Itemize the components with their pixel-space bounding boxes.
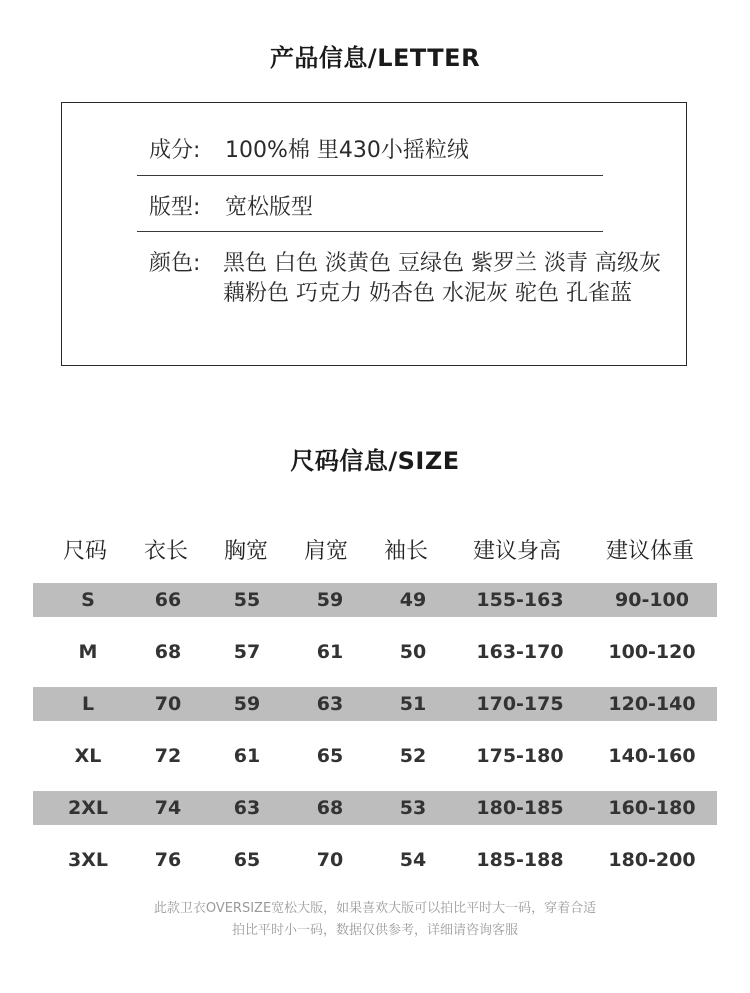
cell-length: 70	[154, 693, 182, 715]
size-table-header	[0, 534, 750, 564]
cell-weight: 120-140	[608, 693, 696, 715]
cell-sleeve: 50	[399, 641, 427, 663]
fit-value: 宽松版型	[225, 195, 314, 220]
cell-chest: 65	[233, 849, 261, 871]
divider	[137, 175, 603, 176]
cell-chest: 63	[233, 797, 261, 819]
cell-sleeve: 53	[399, 797, 427, 819]
header-chest: 胸宽	[223, 539, 269, 564]
cell-weight: 160-180	[608, 797, 696, 819]
cell-chest: 61	[233, 745, 261, 767]
cell-height: 180-185	[476, 797, 564, 819]
header-sleeve: 袖长	[383, 539, 429, 564]
cell-shoulder: 70	[316, 849, 344, 871]
cell-size: XL	[74, 745, 102, 767]
cell-size: S	[81, 589, 95, 611]
table-row	[33, 687, 717, 721]
header-size: 尺码	[62, 539, 108, 564]
cell-shoulder: 68	[316, 797, 344, 819]
cell-size: M	[78, 641, 98, 663]
cell-length: 74	[154, 797, 182, 819]
colors-value: 黑色 白色 淡黄色 豆绿色 紫罗兰 淡青 高级灰 藕粉色 巧克力 奶杏色 水泥灰 驼色 孔雀蓝	[223, 251, 661, 306]
divider	[137, 231, 603, 232]
cell-shoulder: 65	[316, 745, 344, 767]
cell-sleeve: 49	[399, 589, 427, 611]
size-note-line-1: 此款卫衣OVERSIZE宽松大版，如果喜欢大版可以拍比平时大一码，穿着合适	[153, 901, 597, 916]
table-row	[33, 739, 717, 773]
header-height: 建议身高	[472, 539, 562, 564]
cell-height: 175-180	[476, 745, 564, 767]
size-note-line-2: 拍比平时小一码，数据仅供参考，详细请咨询客服	[231, 923, 518, 938]
cell-weight: 90-100	[615, 589, 689, 611]
header-shoulder: 肩宽	[303, 539, 349, 564]
cell-shoulder: 59	[316, 589, 344, 611]
cell-weight: 140-160	[608, 745, 696, 767]
cell-shoulder: 61	[316, 641, 344, 663]
cell-size: 2XL	[68, 797, 108, 819]
cell-shoulder: 63	[316, 693, 344, 715]
fit-label: 版型:	[149, 195, 201, 220]
header-length: 衣长	[143, 539, 189, 564]
cell-sleeve: 51	[399, 693, 427, 715]
cell-length: 68	[154, 641, 182, 663]
cell-sleeve: 54	[399, 849, 427, 871]
cell-weight: 180-200	[608, 849, 696, 871]
product-info-title: 产品信息/LETTER	[269, 44, 481, 72]
colors-label: 颜色:	[149, 251, 201, 276]
cell-length: 66	[154, 589, 182, 611]
product-info-box	[61, 102, 687, 366]
composition-row	[149, 133, 600, 164]
cell-height: 170-175	[476, 693, 564, 715]
cell-size: 3XL	[68, 849, 108, 871]
composition-value: 100%棉 里430小摇粒绒	[225, 138, 469, 163]
table-row	[33, 843, 717, 877]
table-row	[33, 635, 717, 669]
cell-chest: 59	[233, 693, 261, 715]
fit-row	[149, 190, 600, 221]
cell-weight: 100-120	[608, 641, 696, 663]
header-weight: 建议体重	[605, 539, 695, 564]
cell-length: 76	[154, 849, 182, 871]
cell-height: 185-188	[476, 849, 564, 871]
cell-height: 155-163	[476, 589, 564, 611]
cell-sleeve: 52	[399, 745, 427, 767]
table-row	[33, 791, 717, 825]
table-row	[33, 583, 717, 617]
cell-length: 72	[154, 745, 182, 767]
cell-height: 163-170	[476, 641, 564, 663]
composition-label: 成分:	[149, 138, 201, 163]
cell-chest: 55	[233, 589, 261, 611]
cell-chest: 57	[233, 641, 261, 663]
cell-size: L	[81, 693, 95, 715]
size-info-title: 尺码信息/SIZE	[290, 447, 460, 475]
